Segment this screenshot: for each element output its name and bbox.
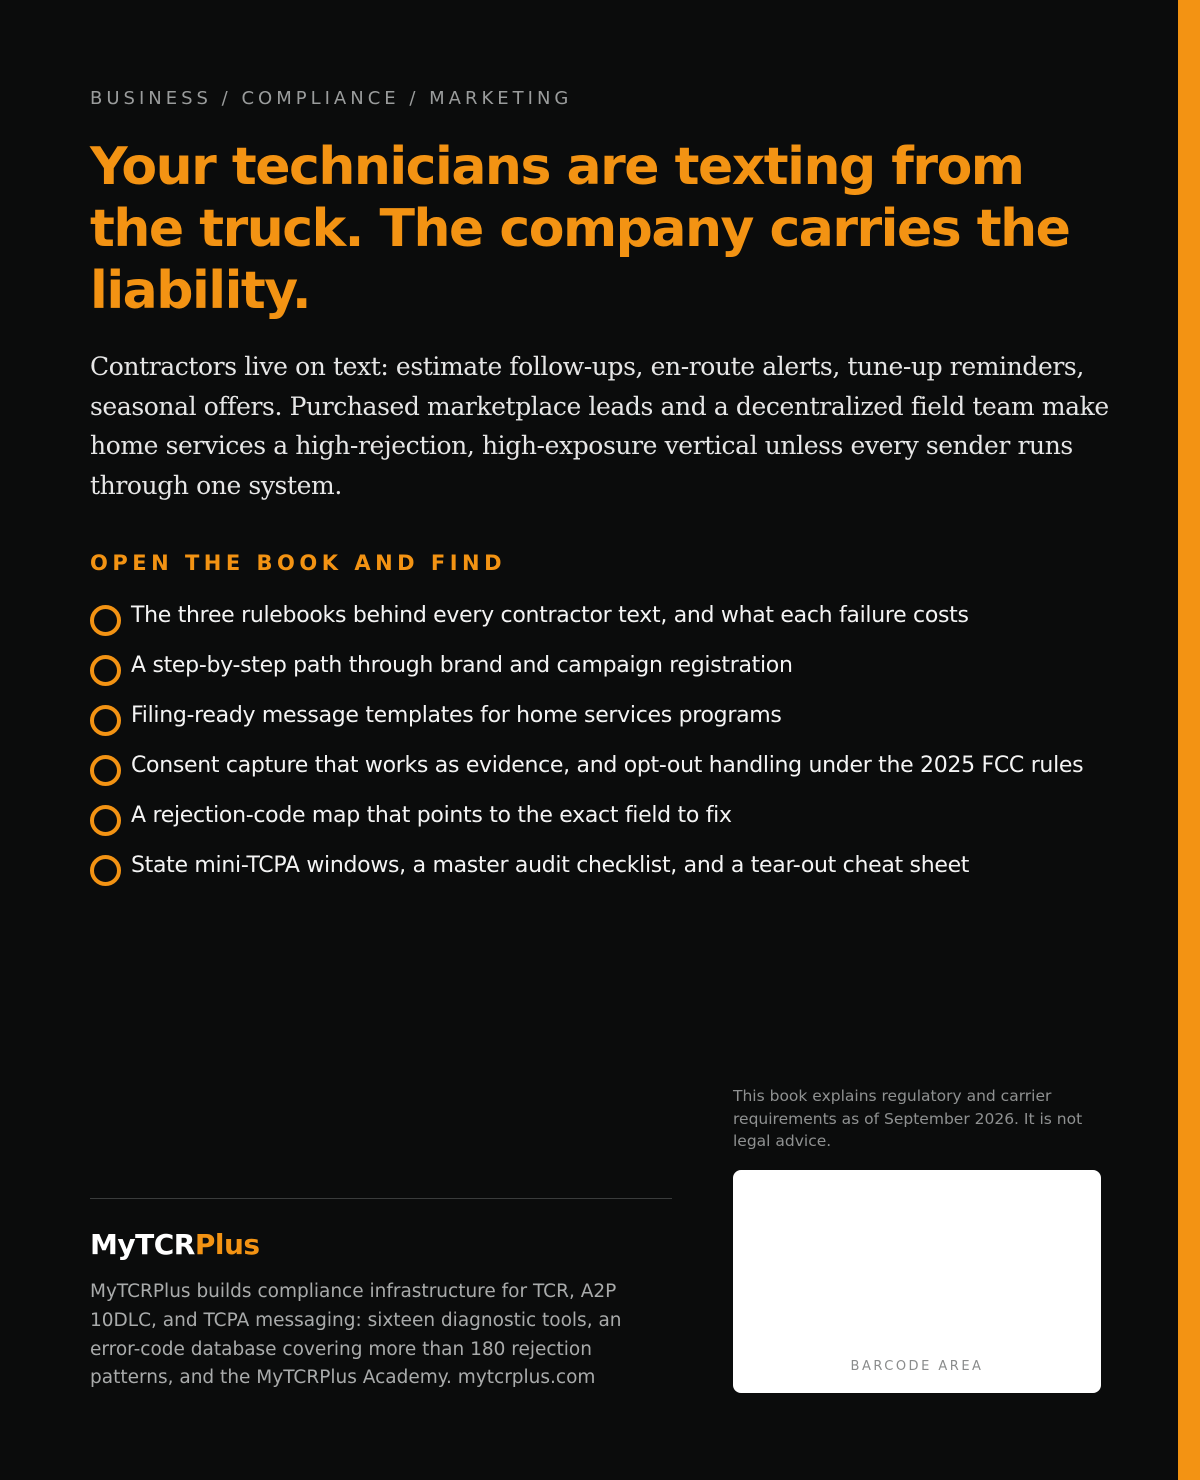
- list-item: [90, 600, 1110, 636]
- circle-outline-icon: [90, 855, 121, 886]
- list-item: [90, 800, 1110, 836]
- feature-text: A step-by-step path through brand and campaign registration: [131, 653, 793, 678]
- feature-text: Consent capture that works as evidence, and opt-out handling under the 2025 FCC rules: [131, 753, 1084, 778]
- headline: Your technicians are texting from the truck. The company carries the liability.: [90, 137, 1070, 321]
- feature-list-heading: OPEN THE BOOK AND FIND: [90, 551, 507, 575]
- accent-edge-bar: [1178, 0, 1200, 1480]
- circle-outline-icon: [90, 805, 121, 836]
- circle-outline-icon: [90, 705, 121, 736]
- list-item: [90, 750, 1110, 786]
- barcode-label: BARCODE AREA: [850, 1359, 984, 1374]
- category-breadcrumb: BUSINESS / COMPLIANCE / MARKETING: [90, 88, 573, 109]
- circle-outline-icon: [90, 655, 121, 686]
- feature-list: [90, 600, 1110, 900]
- brand-name-accent: Plus: [194, 1228, 260, 1261]
- legal-disclaimer: This book explains regulatory and carrier requirements as of September 2026. It is not legal advice.: [733, 1087, 1083, 1150]
- divider: [90, 1198, 672, 1199]
- brand-name-main: MyTCR: [90, 1228, 195, 1261]
- barcode-area: [733, 1170, 1101, 1393]
- feature-text: State mini-TCPA windows, a master audit checklist, and a tear-out cheat sheet: [131, 853, 970, 878]
- circle-outline-icon: [90, 605, 121, 636]
- feature-text: A rejection-code map that points to the exact field to fix: [131, 803, 732, 828]
- list-item: [90, 850, 1110, 886]
- feature-text: Filing-ready message templates for home services programs: [131, 703, 782, 728]
- list-item: [90, 700, 1110, 736]
- list-item: [90, 650, 1110, 686]
- intro-paragraph: Contractors live on text: estimate follow-ups, en-route alerts, tune-up reminders, seasonal offers. Purchased marketplace leads and a decentralized field team make home services a high-rejection, high-exposure vertical unless every sender runs through one system.: [90, 352, 1109, 500]
- publisher-about: MyTCRPlus builds compliance infrastructure for TCR, A2P 10DLC, and TCPA messaging: sixteen diagnostic tools, an error-code database covering more than 180 rejection patterns, and the MyTCRPlus Academy. mytcrplus.com: [90, 1281, 622, 1389]
- brand-logo: [90, 1228, 260, 1261]
- circle-outline-icon: [90, 755, 121, 786]
- feature-text: The three rulebooks behind every contractor text, and what each failure costs: [131, 603, 969, 628]
